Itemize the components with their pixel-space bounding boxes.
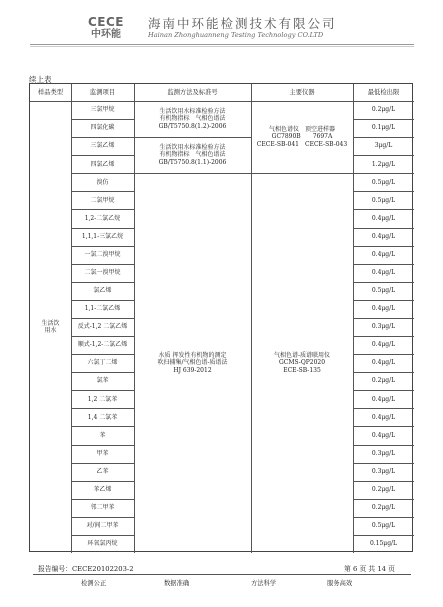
header-limit: 最低检出限	[367, 88, 400, 96]
item-cell: 氯苯	[96, 377, 109, 385]
logo-chinese: 中环能	[91, 29, 121, 40]
method-border	[134, 137, 251, 138]
limit-cell: 0.4μg/L	[371, 232, 396, 240]
limit-cell: 0.4μg/L	[371, 214, 396, 222]
header-divider	[30, 44, 414, 45]
limit-cell: 0.4μg/L	[371, 250, 396, 258]
company-name-cn: 海南中环能检测技术有限公司	[148, 16, 337, 31]
item-cell: 三氯甲烷	[90, 106, 115, 114]
results-table	[29, 83, 413, 552]
company-logo	[84, 16, 128, 41]
item-cell: 环氧氯丙烷	[87, 540, 118, 548]
header-item: 监测项目	[89, 88, 116, 96]
limit-cell: 0.1μg/L	[371, 124, 396, 132]
limit-cell: 0.2μg/L	[371, 377, 396, 385]
limit-cell: 0.4μg/L	[371, 359, 396, 367]
limit-cell: 0.3μg/L	[371, 323, 396, 331]
slogan-scientific: 方法科学	[251, 580, 277, 587]
slogan-impartial: 检测公正	[81, 580, 107, 587]
item-cell: 甲苯	[96, 449, 109, 457]
limit-cell: 0.2μg/L	[371, 485, 396, 493]
limit-cell: 0.5μg/L	[371, 196, 396, 204]
continuation-label: 续上表	[29, 75, 52, 84]
item-cell: 1,1-二氯乙烯	[84, 305, 121, 313]
logo-english: CECE	[87, 15, 124, 29]
limit-cell: 0.3μg/L	[371, 449, 396, 457]
item-cell: 一氯二溴甲烷	[84, 250, 121, 258]
item-cell: 六氯丁二烯	[87, 359, 118, 367]
instrument-cell: 气相色谱仪 顶空进样器 GC7890B 7697A CECE-SB-041 CECE-SB-043	[256, 125, 348, 148]
header-method: 监测方法及标准号	[167, 88, 218, 96]
limit-cell: 0.2μg/L	[371, 106, 396, 114]
header-sample-type: 样品类型	[37, 88, 64, 96]
item-cell: 顺式-1,2-二氯乙烯	[77, 341, 128, 349]
slogan-efficient: 服务高效	[327, 580, 353, 587]
limit-cell: 0.4μg/L	[371, 269, 396, 276]
item-cell: 邻二甲苯	[90, 504, 115, 512]
limit-cell: 3μg/L	[374, 142, 393, 150]
item-cell: 反式-1,2 二氯乙烯	[77, 323, 128, 331]
item-cell: 三氯乙烯	[90, 142, 115, 150]
item-cell: 1,1,1-三氯乙烷	[81, 232, 124, 240]
item-cell: 二氯甲烷	[90, 196, 115, 204]
item-cell: 1,2-二氯乙烷	[84, 214, 121, 222]
limit-cell: 0.2μg/L	[371, 504, 396, 512]
limit-cell: 0.4μg/L	[371, 431, 396, 439]
item-cell: 1,2 二氯苯	[87, 395, 118, 403]
item-cell: 1,4 二氯苯	[87, 413, 118, 421]
header-divider-thin	[30, 46, 414, 47]
limit-cell: 0.4μg/L	[371, 413, 396, 421]
limit-cell: 0.15μg/L	[369, 540, 398, 548]
method-cell: 水质 挥发性有机物的测定 吹扫捕集/气相色谱-质谱法 HJ 639-2012	[157, 351, 228, 374]
limit-cell: 0.5μg/L	[371, 287, 396, 295]
limit-cell: 0.5μg/L	[371, 522, 396, 530]
limit-cell: 0.4μg/L	[371, 341, 396, 349]
company-name-en: Hainan Zhonghuanneng Testing Technology CO.LTD	[148, 31, 324, 39]
item-cell: 四氯化碳	[90, 124, 115, 132]
limit-cell: 0.4μg/L	[371, 305, 396, 313]
item-cell: 二氯一溴甲烷	[84, 269, 121, 276]
limit-cell: 0.5μg/L	[371, 178, 396, 186]
item-cell: 乙苯	[96, 467, 109, 475]
item-cell: 氯乙烯	[93, 287, 112, 295]
method-cell: 生活饮用水标准检验方法 有机物指标 气相色谱法 GB/T5750.8(1.1)-2006	[158, 143, 227, 166]
page-number: 第 6 页 共 14 页	[344, 565, 395, 573]
limit-cell: 0.4μg/L	[371, 395, 396, 403]
item-cell: 溴仿	[96, 178, 109, 186]
footer-divider	[33, 574, 411, 575]
slogan-accurate: 数据准确	[164, 580, 190, 587]
report-number: 报告编号：CECE20102203-2	[38, 565, 134, 573]
item-cell: 四氯乙烯	[90, 160, 115, 168]
header-instrument: 主要仪器	[289, 88, 315, 96]
limit-cell: 0.3μg/L	[371, 467, 396, 475]
item-cell: 苯	[99, 431, 106, 439]
limit-cell: 1.2μg/L	[371, 160, 396, 168]
sample-type-cell: 生活饮 用水	[41, 319, 60, 334]
instrument-cell: 气相色谱-质谱联用仪 GCMS-QP2020 ECE-SB-135	[273, 351, 331, 374]
item-cell: 苯乙烯	[93, 485, 112, 493]
method-cell: 生活饮用水标准检验方法 有机物指标 气相色谱法 GB/T5750.8(1.2)-2006	[158, 107, 227, 130]
item-cell: 对/间二甲苯	[86, 522, 119, 530]
